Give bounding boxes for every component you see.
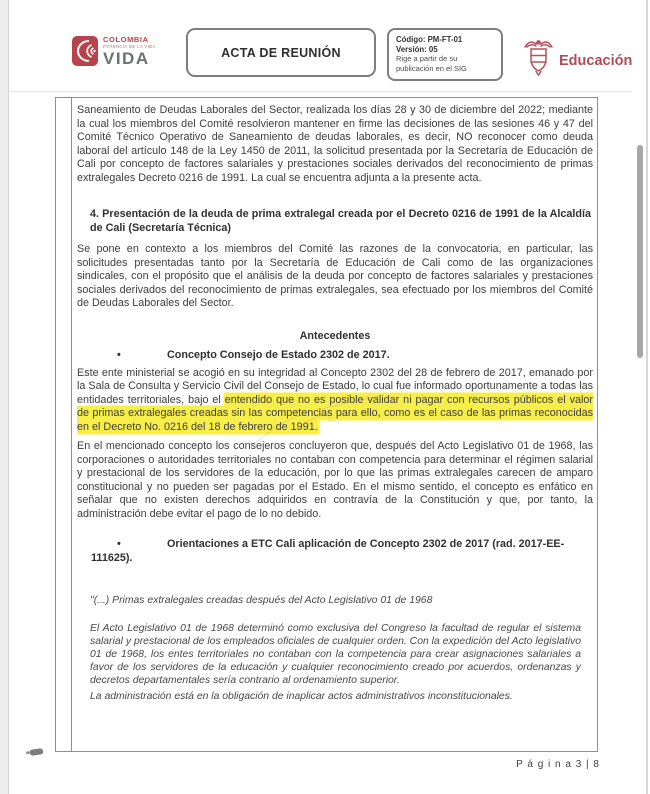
section4-heading: 4. Presentación de la deuda de prima extralegal creada por el Decreto 0216 de 1991 de la Alcaldía de Cali (Secretaría Técnica) <box>90 208 591 234</box>
education-ministry-crest-icon <box>522 36 555 81</box>
logo-colombia-label: COLOMBIA <box>103 35 149 44</box>
scrollbar-thumb[interactable] <box>637 145 643 358</box>
highlighted-text: entendido que no es posible validar ni pagar con recursos públicos el valor de primas extralegales creadas sin las competencias para ello, como es el caso de las primas reconocidas en el Decreto No. 0216 del 18 de febrero de 1991. <box>77 393 593 433</box>
ink-smudge-mark <box>30 748 44 756</box>
paragraph-saneamiento: Saneamiento de Deudas Laborales del Sector, realizada los días 28 y 30 de diciembre del 2022; mediante la cual los miembros del Comité resolvieron mantener en firme las decisiones de las sesiones 46 y 47 del Comité Técnico Operativo de Saneamiento de deudas laborales, es decir, NO reconocer como deuda laboral del artículo 148 de la Ley 1450 de 2011, la solicitud presentada por la Secretaría de Educación de Cali por concepto de factores salariales y prestaciones sociales derivados del reconocimiento de primas extralegales Decreto 0216 de 1991. La cual se encuentra adjunta a la presente acta. <box>77 104 593 184</box>
quote-administracion: La administración está en la obligación de inaplicar actos administrativos inconstitucionales. <box>90 691 513 702</box>
colombia-gov-logo <box>72 36 156 67</box>
colombia-gov-logo-text <box>103 36 156 67</box>
quote-acto-legislativo: El Acto Legislativo 01 de 1968 determinó como exclusiva del Congreso la facultad de regular el sistema salarial y prestacional de los empleados oficiales de cualquier orden. Con la expedición del Acto legislativo 01 de 1968, los entes territoriales no contaban con la competencia para crear asignaciones salariales a favor de los servidores de la educación y cualquier reconocimiento creado por acuerdos, ordenanzas y decretos departamentales sería contrario al ordenamiento superior. <box>90 623 581 686</box>
bullet-orientaciones-label: Orientaciones a ETC Cali aplicación de Concepto 2302 de 2017 (rad. 2017-EE-111625). <box>91 538 565 564</box>
paragraph-concepto-2302 <box>77 367 593 435</box>
logo-potencia-label: POTENCIA DE LA VIDA <box>103 43 156 49</box>
paragraph-contexto: Se pone en contexto a los miembros del Comité las razones de la convocatoria, en particular, las solicitudes presentadas tanto por la Secretaría de Educación de Cali como de las organizaciones sindicales, con el propósito que el análisis de la deuda por concepto de factores salariales y prestaciones sociales derivados del reconocimiento de primas extralegales, sea efectuado por los miembros del Comité de Deudas Laborales del Sector. <box>77 243 593 309</box>
page-number: P á g i n a 3 | 8 <box>516 759 600 770</box>
paragraph-consejeros: En el mencionado concepto los consejeros concluyeron que, después del Acto Legislativo 01 de 1968, las corporaciones o autoridades territoriales no contaban con competencia para determinar el régimen salarial y prestacional de los servidores de la educación, por lo que las primas extralegales carecen de amparo constitucional y no pueden ser pagadas por el Estado. En el mismo sentido, el concepto es enfático en señalar que no existen derechos adquiridos en contravía de la Constitución y que, por tanto, la administración debe evitar el pago de lo no debido. <box>77 440 593 520</box>
bullet-concepto-consejo <box>77 349 593 363</box>
quote-primas-intro: "(...) Primas extralegales creadas después del Acto Legislativo 01 de 1968 <box>90 595 433 606</box>
version-label: Versión: 05 <box>396 44 438 54</box>
bullet-icon: • <box>117 538 121 550</box>
paragraph-concepto-normal: Este ente ministerial se acogió en su integridad al Concepto 2302 del 28 de febrero de 2017, emanado por la Sala de Consulta y Servicio Civil del Consejo de Estado, lo cual fue informado oportunamente a todas las entidades territoriales, bajo el <box>77 366 593 406</box>
document-body-content <box>71 98 597 751</box>
antecedentes-heading: Antecedentes <box>299 329 371 342</box>
viewer-right-edge <box>646 0 648 794</box>
bullet-concepto-label: Concepto Consejo de Estado 2302 de 2017. <box>167 349 390 361</box>
header-divider-line <box>10 91 632 92</box>
logo-vida-label: VIDA <box>103 48 150 68</box>
document-title-box <box>186 28 376 77</box>
code-label: Código: PM-FT-01 <box>396 35 463 44</box>
education-label: Educación <box>559 52 633 69</box>
document-code-box <box>387 28 503 81</box>
document-body-box <box>55 97 598 752</box>
document-header <box>10 0 640 92</box>
education-ministry-logo <box>522 36 632 81</box>
code-note-line1: Rige a partir de su <box>396 54 458 64</box>
bullet-orientaciones <box>77 538 593 565</box>
bullet-icon: • <box>117 349 121 361</box>
viewer-left-edge <box>0 0 9 794</box>
code-note-line2: publicación en el SIG <box>396 63 467 73</box>
colombia-gov-logo-icon <box>72 36 98 66</box>
document-title: ACTA DE REUNIÓN <box>221 45 341 60</box>
